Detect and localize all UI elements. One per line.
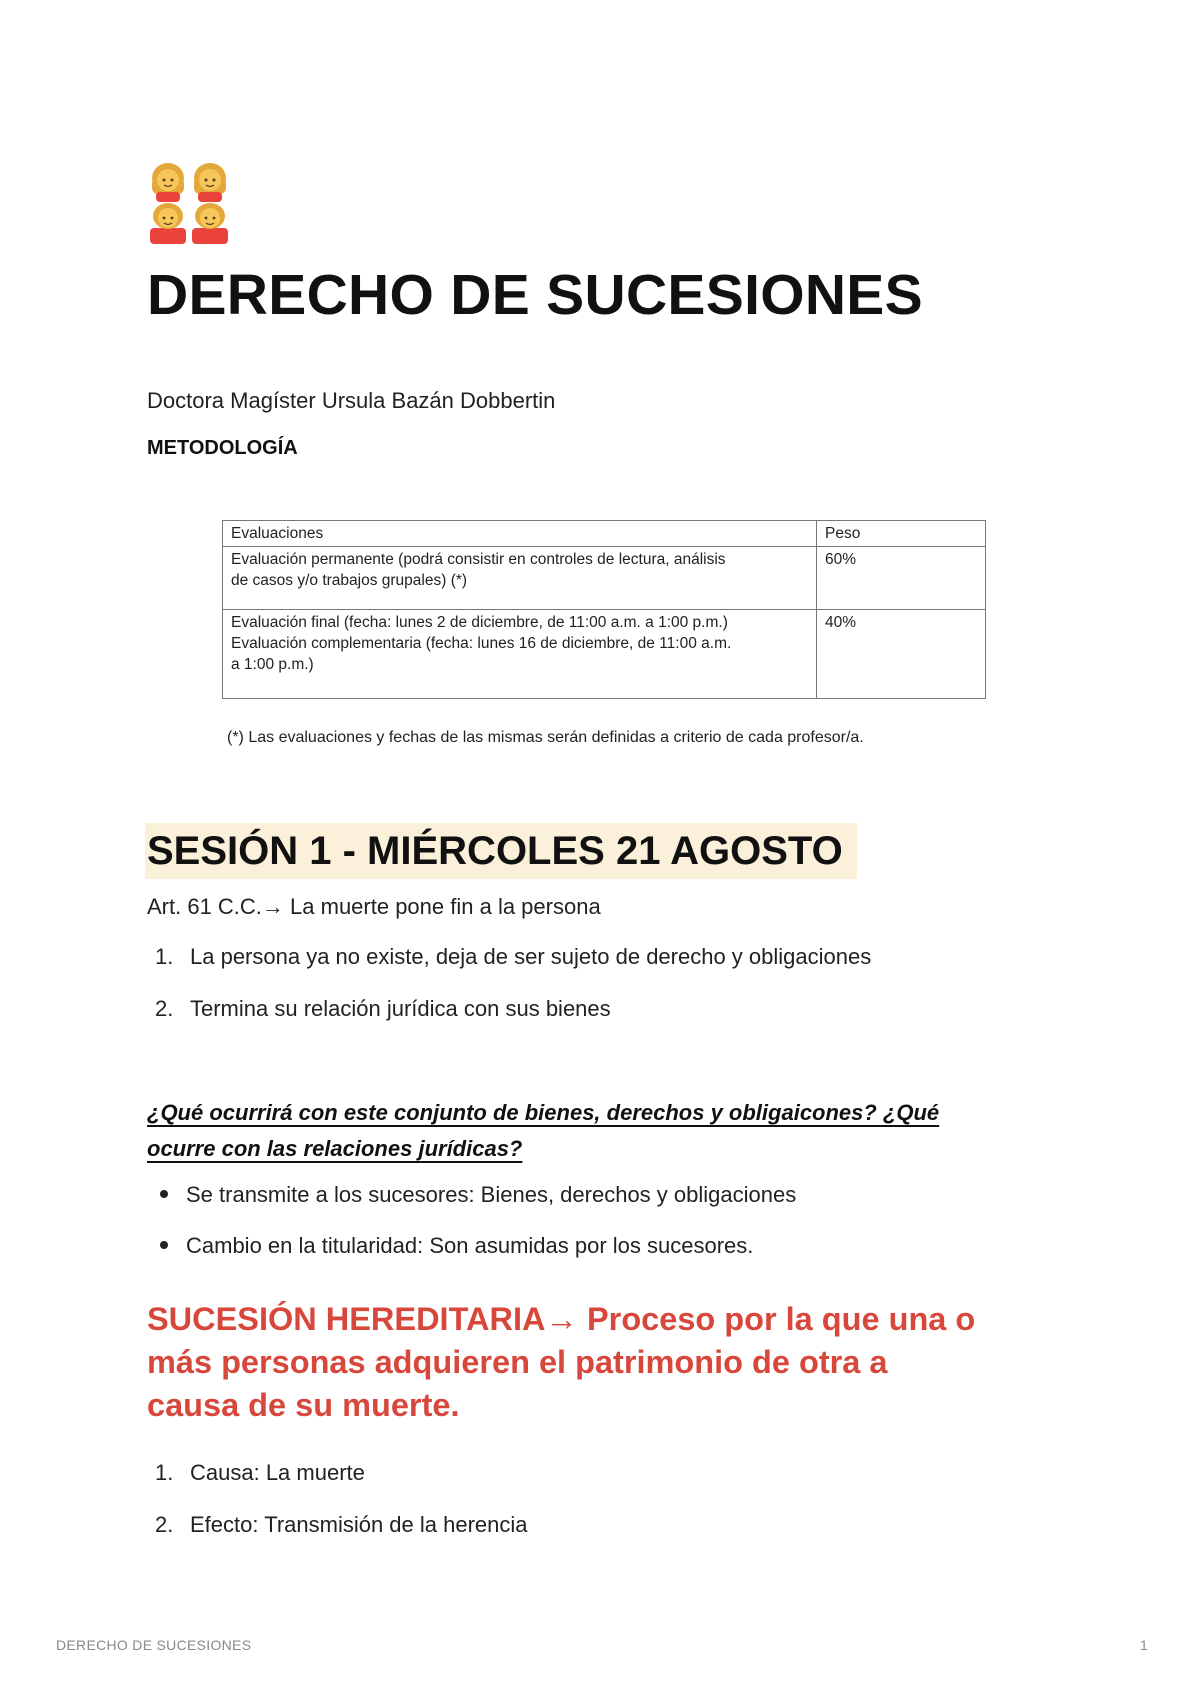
- bullet-icon: [160, 1190, 168, 1198]
- list-item: [155, 996, 871, 1048]
- footer-page-number: 1: [1140, 1637, 1148, 1653]
- definition-heading: [147, 1298, 1067, 1427]
- table-footnote: (*) Las evaluaciones y fechas de las mismas serán definidas a criterio de cada profesor/a.: [227, 729, 864, 746]
- weight-cell: 60%: [817, 547, 986, 610]
- key-question: [147, 1095, 1047, 1167]
- list-item: [160, 1233, 796, 1284]
- table-row: [223, 547, 986, 610]
- cell-line: Evaluación permanente (podrá consistir en controles de lectura, análisis: [231, 551, 726, 568]
- family-four-women-girls-icon: [147, 158, 233, 244]
- page-title: DERECHO DE SUCESIONES: [147, 263, 923, 327]
- methodology-heading: METODOLOGÍA: [147, 437, 298, 459]
- header-evaluations: Evaluaciones: [223, 521, 817, 547]
- question-line: ¿Qué ocurrirá con este conjunto de bienes, derechos y obligaicones? ¿Qué: [147, 1100, 940, 1125]
- elements-list: [155, 1460, 528, 1564]
- footer-document-name: DERECHO DE SUCESIONES: [56, 1637, 252, 1653]
- list-item: [160, 1182, 796, 1233]
- list-item-text: Termina su relación jurídica con sus bienes: [190, 996, 611, 1021]
- definition-line: más personas adquieren el patrimonio de otra a: [147, 1344, 888, 1380]
- cell-line: Evaluación final (fecha: lunes 2 de diciembre, de 11:00 a.m. a 1:00 p.m.): [231, 614, 728, 631]
- list-number: 1.: [155, 1460, 174, 1485]
- author-name: Doctora Magíster Ursula Bazán Dobbertin: [147, 388, 556, 413]
- list-number: 2.: [155, 1512, 174, 1537]
- article-reference: Art. 61 C.C.→ La muerte pone fin a la persona: [147, 894, 601, 919]
- cell-line: Evaluación complementaria (fecha: lunes 16 de diciembre, de 11:00 a.m.: [231, 635, 732, 652]
- list-item: [155, 1460, 528, 1512]
- evaluation-cell: [223, 610, 817, 699]
- table-row: [223, 610, 986, 699]
- list-item-text: Efecto: Transmisión de la herencia: [190, 1512, 528, 1537]
- session-heading: SESIÓN 1 - MIÉRCOLES 21 AGOSTO: [145, 823, 857, 879]
- question-line: ocurre con las relaciones jurídicas?: [147, 1136, 523, 1161]
- list-item-text: Cambio en la titularidad: Son asumidas por los sucesores.: [186, 1233, 754, 1258]
- list-item-text: Causa: La muerte: [190, 1460, 365, 1485]
- cell-line: de casos y/o trabajos grupales) (*): [231, 572, 468, 589]
- list-item-text: Se transmite a los sucesores: Bienes, derechos y obligaciones: [186, 1182, 797, 1207]
- list-number: 1.: [155, 944, 174, 969]
- consequences-list: [155, 944, 871, 1048]
- evaluations-table: [222, 520, 986, 699]
- list-item: [155, 944, 871, 996]
- bullet-icon: [160, 1241, 168, 1249]
- cell-line: a 1:00 p.m.): [231, 656, 314, 673]
- definition-line: causa de su muerte.: [147, 1387, 460, 1423]
- list-item: [155, 1512, 528, 1564]
- list-number: 2.: [155, 996, 174, 1021]
- weight-cell: 40%: [817, 610, 986, 699]
- list-item-text: La persona ya no existe, deja de ser sujeto de derecho y obligaciones: [190, 944, 872, 969]
- table-header-row: [223, 521, 986, 547]
- answers-list: [160, 1182, 796, 1284]
- evaluation-cell: [223, 547, 817, 610]
- definition-line: SUCESIÓN HEREDITARIA→ Proceso por la que una o: [147, 1301, 976, 1337]
- header-weight: Peso: [817, 521, 986, 547]
